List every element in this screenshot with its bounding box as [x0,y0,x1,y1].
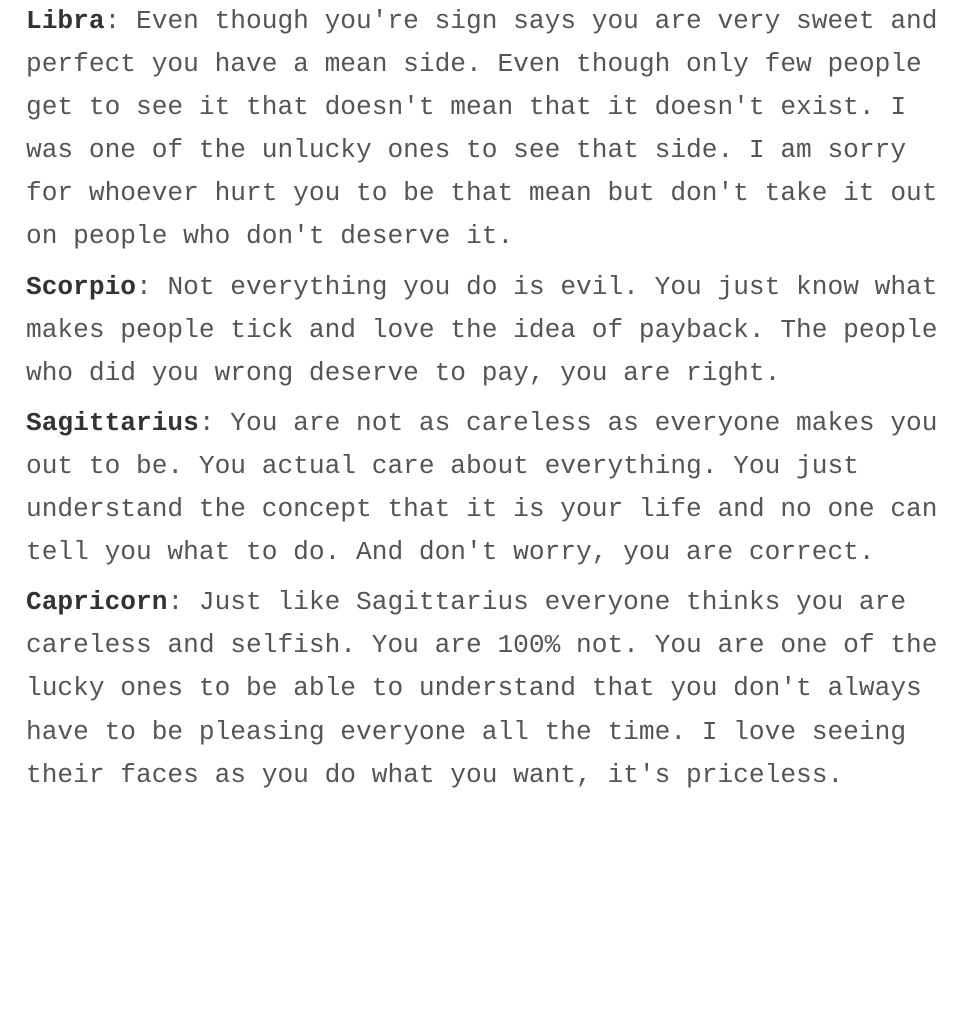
entry-scorpio [26,266,954,395]
sign-name: Capricorn [26,587,168,618]
horoscope-text [26,0,954,804]
entry-libra [26,0,954,259]
entry-sagittarius [26,402,954,574]
entry-text: : Just like Sagittarius everyone thinks you are careless and selfish. You are 100% not. You are one of the lucky ones to be able to understand that you don't always have to be pleasing everyone all the time. I love seeing their faces as you do what you want, it's priceless. [26,587,954,790]
sign-name: Scorpio [26,271,137,302]
entry-text: : Even though you're sign says you are very sweet and perfect you have a mean side. Even though only few people get to see it that doesn't mean that it doesn't exist. I was one of the unlucky ones to see that side. I am sorry for whoever hurt you to be that mean but don't take it out on people who don't deserve it. [26,6,954,252]
sign-name: Sagittarius [26,407,199,438]
entry-text: : Not everything you do is evil. You just know what makes people tick and love the idea of payback. The people who did you wrong deserve to pay, you are right. [26,271,954,388]
entry-text: : You are not as careless as everyone makes you out to be. You actual care about everything. You just understand the concept that it is your life and no one can tell you what to do. And don't worry, you are correct. [26,407,954,568]
entry-capricorn [26,581,954,796]
sign-name: Libra [26,6,105,36]
